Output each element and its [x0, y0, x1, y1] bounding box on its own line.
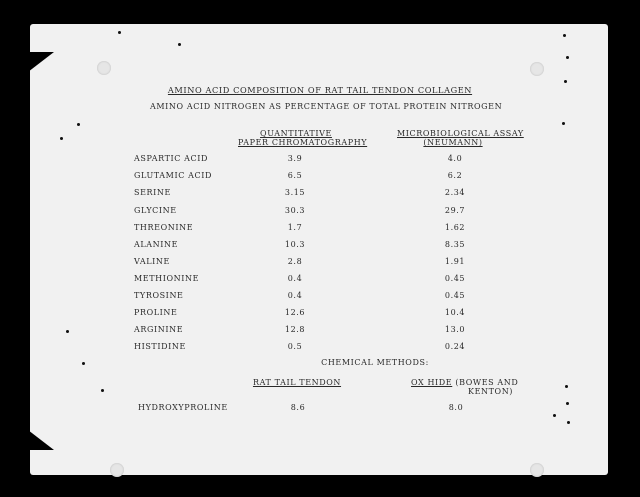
amino-acid-name: GLUTAMIC ACID — [134, 171, 212, 180]
column-header-mba: (NEUMANN) — [423, 138, 483, 147]
ox-hide-value: 8.0 — [448, 403, 464, 412]
qpc-value: 1.7 — [287, 223, 303, 232]
rat-tail-tendon-value: 8.6 — [290, 403, 306, 412]
column-header-qpc: PAPER CHROMATOGRAPHY — [238, 138, 368, 147]
speck — [77, 123, 80, 126]
amino-acid-name: TYROSINE — [134, 291, 184, 300]
qpc-value: 6.5 — [287, 171, 303, 180]
amino-acid-name: METHIONINE — [134, 274, 200, 283]
mba-value: 2.34 — [444, 188, 466, 197]
speck — [101, 389, 104, 392]
document-subtitle: AMINO ACID NITROGEN AS PERCENTAGE OF TOTAL PROTEIN NITROGEN — [150, 102, 503, 111]
speck — [60, 137, 63, 140]
qpc-value: 0.4 — [287, 291, 303, 300]
section-heading: CHEMICAL METHODS: — [321, 358, 429, 367]
amino-acid-name: THREONINE — [134, 223, 194, 232]
speck — [565, 385, 568, 388]
ox-hide-label: OX HIDE — [411, 378, 453, 387]
mba-value: 1.91 — [444, 257, 466, 266]
ox-hide-source-line2: KENTON) — [468, 387, 514, 396]
qpc-value: 30.3 — [284, 206, 306, 215]
hydroxyproline-name: HYDROXYPROLINE — [138, 403, 228, 412]
qpc-value: 0.4 — [287, 274, 303, 283]
amino-acid-name: HISTIDINE — [134, 342, 186, 351]
punch-hole — [530, 62, 544, 76]
speck — [564, 80, 567, 83]
amino-acid-name: ARGININE — [134, 325, 184, 334]
mba-value: 0.24 — [444, 342, 466, 351]
qpc-value: 2.8 — [287, 257, 303, 266]
qpc-value: 12.8 — [284, 325, 306, 334]
column-header-mba: MICROBIOLOGICAL ASSAY — [397, 129, 524, 138]
punch-hole — [530, 463, 544, 477]
speck — [566, 402, 569, 405]
amino-acid-name: PROLINE — [134, 308, 178, 317]
amino-acid-name: GLYCINE — [134, 206, 177, 215]
speck — [566, 56, 569, 59]
speck — [567, 421, 570, 424]
mba-value: 29.7 — [444, 206, 466, 215]
speck — [82, 362, 85, 365]
mba-value: 10.4 — [444, 308, 466, 317]
punch-hole — [110, 463, 124, 477]
qpc-value: 10.3 — [284, 240, 306, 249]
speck — [563, 34, 566, 37]
speck — [562, 122, 565, 125]
amino-acid-name: SERINE — [134, 188, 171, 197]
mba-value: 0.45 — [444, 291, 466, 300]
ox-hide-source: (BOWES AND — [452, 378, 519, 387]
mba-value: 8.35 — [444, 240, 466, 249]
column-header-qpc: QUANTITATIVE — [260, 129, 332, 138]
mba-value: 0.45 — [444, 274, 466, 283]
speck — [66, 330, 69, 333]
qpc-value: 12.6 — [284, 308, 306, 317]
qpc-value: 3.9 — [287, 154, 303, 163]
amino-acid-name: VALINE — [134, 257, 170, 266]
punch-hole — [97, 61, 111, 75]
speck — [178, 43, 181, 46]
column-header-rat-tail-tendon: RAT TAIL TENDON — [252, 378, 342, 387]
mba-value: 6.2 — [447, 171, 463, 180]
amino-acid-name: ALANINE — [134, 240, 179, 249]
mba-value: 1.62 — [444, 223, 466, 232]
amino-acid-name: ASPARTIC ACID — [134, 154, 208, 163]
qpc-value: 3.15 — [284, 188, 306, 197]
mba-value: 4.0 — [447, 154, 463, 163]
speck — [118, 31, 121, 34]
qpc-value: 0.5 — [287, 342, 303, 351]
speck — [553, 414, 556, 417]
document-title: AMINO ACID COMPOSITION OF RAT TAIL TENDON COLLAGEN — [167, 85, 473, 95]
mba-value: 13.0 — [444, 325, 466, 334]
